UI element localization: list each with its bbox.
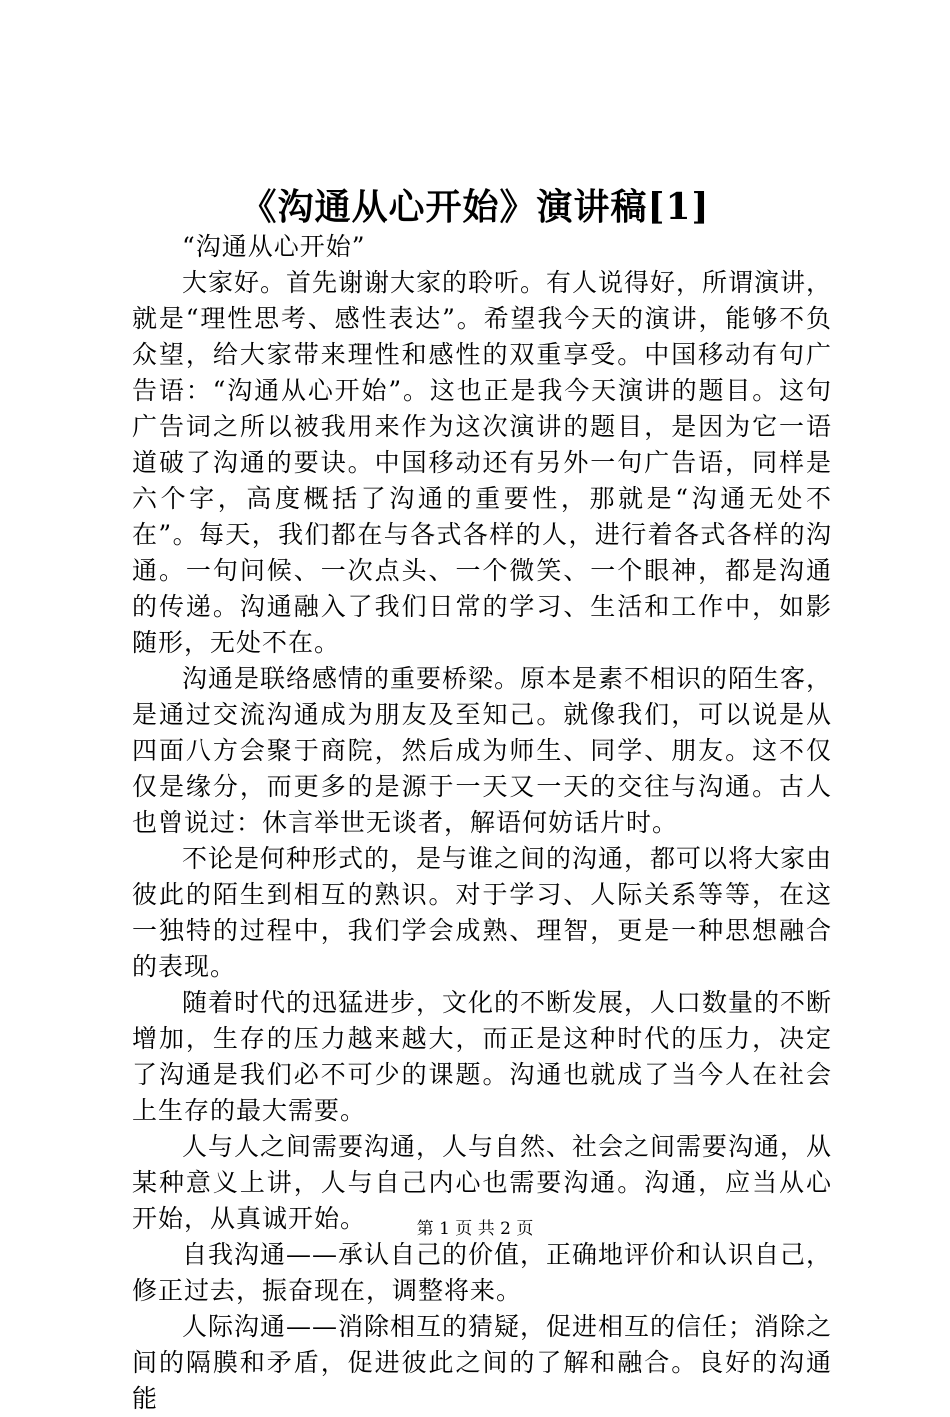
speech-subtitle: “沟通从心开始”: [182, 232, 366, 261]
page-number-footer: 第 1 页 共 2 页: [416, 1219, 534, 1239]
paragraph-4: 随着时代的迅猛进步，文化的不断发展，人口数量的不断增加，生存的压力越来越大，而正是这种时代的压力，决定了沟通是我们必不可少的课题。沟通也就成了当今人在社会上生存的最大需要。: [132, 988, 833, 1125]
document-title: 《沟通从心开始》演讲稿[1]: [240, 186, 710, 228]
paragraph-1: 大家好。首先谢谢大家的聆听。有人说得好，所谓演讲，就是“理性思考、感性表达”。希望我今天的演讲，能够不负众望，给大家带来理性和感性的双重享受。中国移动有句广告语：“沟通从心开始”。这也正是我今天演讲的题目。这句广告词之所以被我用来作为这次演讲的题目，是因为它一语道破了沟通的要诀。中国移动还有另外一句广告语，同样是六个字，高度概括了沟通的重要性，那就是“沟通无处不在”。每天，我们都在与各式各样的人，进行着各式各样的沟通。一句问候、一次点头、一个微笑、一个眼神，都是沟通的传递。沟通融入了我们日常的学习、生活和工作中，如影随形，无处不在。: [132, 268, 833, 657]
paragraph-3: 不论是何种形式的，是与谁之间的沟通，都可以将大家由彼此的陌生到相互的熟识。对于学习、人际关系等等，在这一独特的过程中，我们学会成熟、理智，更是一种思想融合的表现。: [132, 844, 833, 981]
paragraph-5: 人与人之间需要沟通，人与自然、社会之间需要沟通，从某种意义上讲，人与自己内心也需要沟通。沟通，应当从心开始，从真诚开始。: [132, 1132, 833, 1233]
paragraph-2: 沟通是联络感情的重要桥梁。原本是素不相识的陌生客，是通过交流沟通成为朋友及至知己。就像我们，可以说是从四面八方会聚于商院，然后成为师生、同学、朋友。这不仅仅是缘分，而更多的是源于一天又一天的交往与沟通。古人也曾说过：休言举世无谈者，解语何妨话片时。: [132, 664, 833, 837]
paragraph-7: 人际沟通——消除相互的猜疑，促进相互的信任；消除之间的隔膜和矛盾，促进彼此之间的了解和融合。良好的沟通能: [132, 1312, 833, 1413]
paragraph-6: 自我沟通——承认自己的价值，正确地评价和认识自己，修正过去，振奋现在，调整将来。: [132, 1240, 833, 1305]
